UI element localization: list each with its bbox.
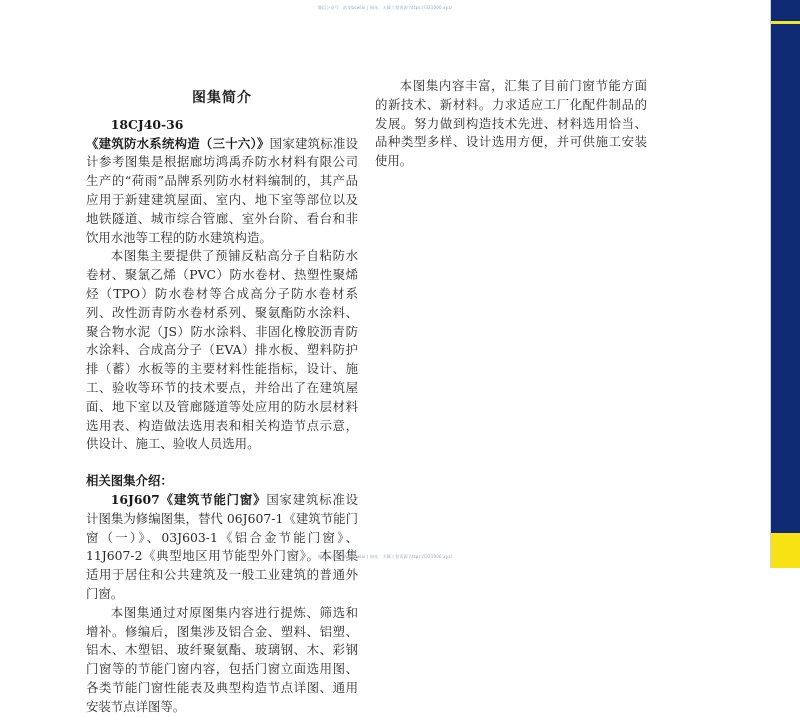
watermark-top: 微信公众号：筑龙bowlai | 网站：天籁工程资源 https://321000.xyz/ bbox=[317, 5, 453, 10]
related-heading: 相关图集介绍： bbox=[86, 473, 173, 489]
decorative-sidebar bbox=[770, 0, 800, 568]
left-column bbox=[86, 85, 358, 717]
materials-paragraph: 本图集主要提供了预铺反粘高分子自粘防水卷材、聚氯乙烯（PVC）防水卷材、热塑性聚烯烃（TPO）防水卷材等合成高分子防水卷材系列、改性沥青防水卷材系列、聚氨酯防水涂料、聚合物水泥（JS）防水涂料、非固化橡胶沥青防水涂料、合成高分子（EVA）排水板、塑料防护排（蓄）水板等的主要材料性能指标，设计、施工、验收等环节的技术要点，并给出了在建筑屋面、地下室以及管廊隧道等处应用的防水层材料选用表、构造做法选用表和相关构造节点示意，供设计、施工、验收人员选用。 bbox=[86, 248, 358, 452]
related-text: 国家建筑标准设计图集为修编图集，替代 06J607-1《建筑节能门窗（一）》、03J603-1《铝合金节能门窗》、11J607-2《典型地区用节能型外门窗》。本图集适用于居住和公共建筑及一般工业建筑的普通外门窗。 bbox=[86, 491, 359, 601]
page-title: 图集简介 bbox=[192, 90, 252, 106]
intro-text: 国家建筑标准设计参考图集是根据廊坊鸿禹乔防水材料有限公司生产的“荷雨”品牌系列防水材料编制的，其产品应用于新建建筑屋面、室内、地下室等部位以及地铁隧道、城市综合管廊、室外台阶、看台和非饮用水池等工程的防水建筑构造。 bbox=[86, 135, 358, 245]
watermark-bottom: 微信公众号：筑龙bowlai | 网站：天籁工程资源 https://321000.xyz/ bbox=[317, 554, 453, 559]
intro-paragraph bbox=[86, 116, 358, 248]
intro-name: 《建筑防水系统构造（三十六）》 bbox=[86, 135, 270, 151]
summary-paragraph: 本图集内容丰富，汇集了目前门窗节能方面的新技术、新材料。力求适应工厂化配件制品的发展。努力做到构造技术先进、材料选用恰当、品种类型多样、设计选用方便，并可供施工安装使用。 bbox=[375, 78, 647, 169]
related-paragraph bbox=[86, 491, 358, 604]
related-name: 《建筑节能门窗》 bbox=[159, 491, 267, 507]
revision-paragraph: 本图集通过对原图集内容进行提炼、筛选和增补。修编后，图集涉及铝合金、塑料、铝塑、铝木、木塑铝、玻纤聚氨酯、玻璃钢、木、彩钢门窗等的节能门窗内容，包括门窗立面选用图、各类节能门窗性能表及典型构造节点详图、通用安装节点详图等。 bbox=[86, 604, 358, 714]
intro-code: 18CJ40-36 bbox=[110, 116, 184, 132]
sidebar-yellow-stripe bbox=[771, 21, 800, 24]
sidebar-yellow-block bbox=[771, 533, 800, 568]
related-code: 16J607 bbox=[110, 491, 160, 507]
right-column bbox=[375, 77, 647, 171]
